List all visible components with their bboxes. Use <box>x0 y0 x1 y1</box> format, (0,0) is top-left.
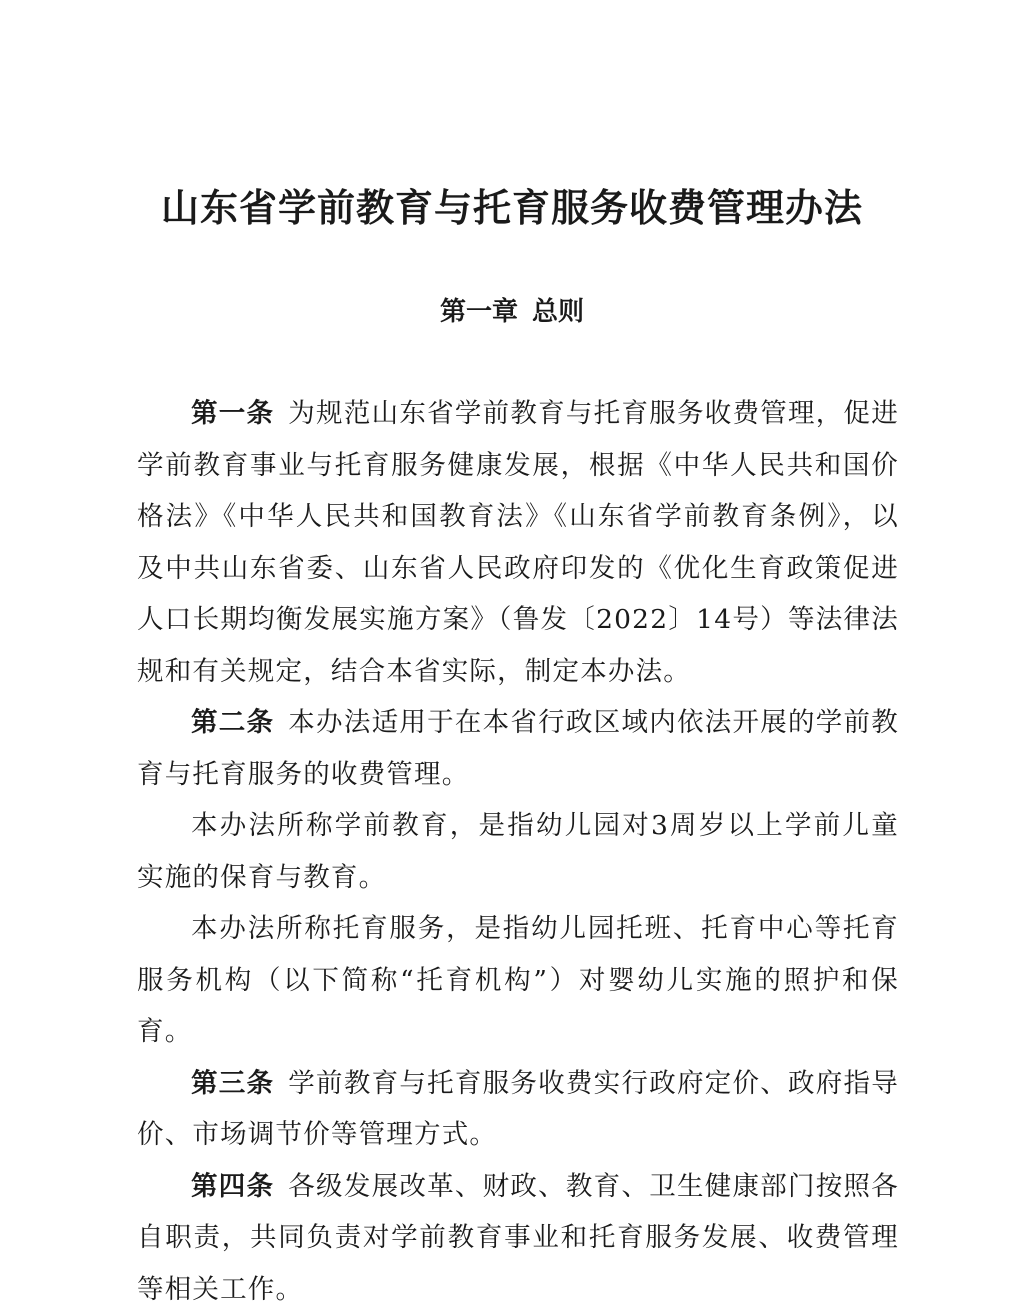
article-number: 第三条 <box>191 1068 274 1099</box>
article-text: 各级发展改革、财政、教育、卫生健康部门按照各自职责，共同负责对学前教育事业和托育服务发展、收费管理等相关工作。 <box>137 1171 899 1305</box>
chapter-number: 第一章 <box>440 297 518 327</box>
article-3-paragraph <box>137 1058 899 1161</box>
article-text: 为规范山东省学前教育与托育服务收费管理，促进学前教育事业与托育服务健康发展，根据《中华人民共和国价格法》《中华人民共和国教育法》《山东省学前教育条例》，以及中共山东省委、山东省人民政府印发的《优化生育政策促进人口长期均衡发展实施方案》（鲁发〔2022〕14号）等法律法规和有关规定，结合本省实际，制定本办法。 <box>137 398 899 687</box>
chapter-name: 总则 <box>532 297 584 327</box>
article-2-clause-childcare <box>137 903 899 1058</box>
clause-text: 本办法所称学前教育，是指幼儿园对3周岁以上学前儿童实施的保育与教育。 <box>137 810 899 893</box>
article-2-clause-preschool <box>137 800 899 903</box>
article-number: 第二条 <box>191 707 274 738</box>
clause-text: 本办法所称托育服务，是指幼儿园托班、托育中心等托育服务机构（以下简称“托育机构”）对婴幼儿实施的照护和保育。 <box>137 913 899 1047</box>
article-text: 学前教育与托育服务收费实行政府定价、政府指导价、市场调节价等管理方式。 <box>137 1068 899 1151</box>
article-1-paragraph <box>137 388 899 697</box>
article-number: 第一条 <box>191 398 274 429</box>
document-body <box>137 388 899 1315</box>
chapter-heading <box>0 292 1024 332</box>
article-4-paragraph <box>137 1161 899 1315</box>
article-2-paragraph <box>137 697 899 800</box>
document-title: 山东省学前教育与托育服务收费管理办法 <box>0 182 1024 234</box>
article-text: 本办法适用于在本省行政区域内依法开展的学前教育与托育服务的收费管理。 <box>137 707 899 790</box>
article-number: 第四条 <box>191 1171 274 1202</box>
